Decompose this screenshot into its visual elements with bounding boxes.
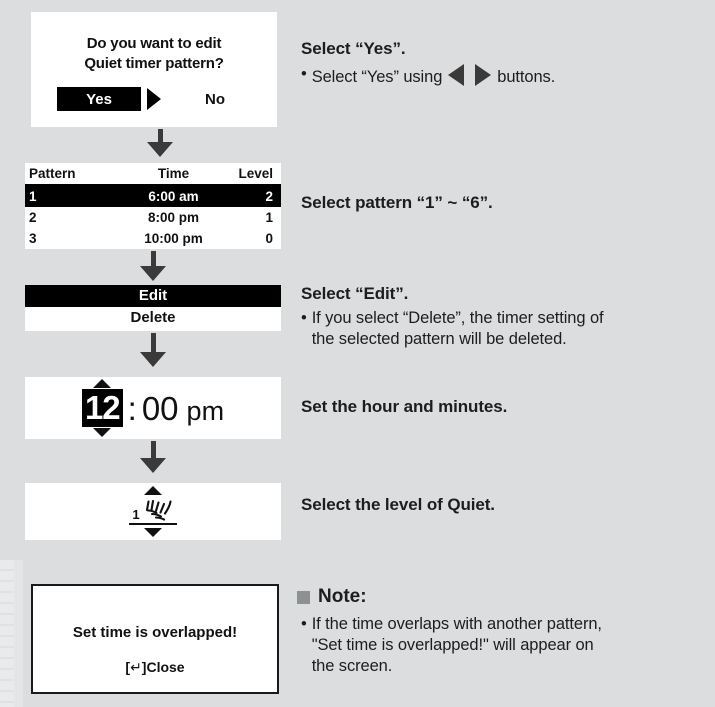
flow-arrow-2: [140, 251, 166, 281]
screen-edit-delete-menu: [25, 285, 281, 331]
table-row[interactable]: [25, 207, 281, 228]
cell-time: 6:00 am: [122, 185, 224, 207]
screen-quiet-level: [25, 483, 281, 540]
bullet-line-2: the selected pattern will be deleted.: [311, 330, 567, 348]
cell-pattern: 1: [25, 185, 122, 207]
close-bracket-open: [: [125, 659, 131, 675]
dialog-choice-row: [31, 87, 277, 111]
dialog-line-2: Quiet timer pattern?: [84, 55, 224, 72]
quiet-airflow-icon: [140, 496, 174, 522]
cell-level: 0: [265, 231, 273, 246]
instruction-note: [297, 586, 712, 677]
instruction-heading: Select pattern “1” ~ “6”.: [301, 193, 493, 212]
menu-item-edit[interactable]: Edit: [25, 285, 281, 307]
overlap-message: Set time is overlapped!: [72, 624, 238, 641]
triangle-left-icon: [448, 64, 464, 86]
quiet-level-value: 1: [132, 507, 140, 522]
note-heading: Note:: [318, 586, 367, 607]
bullet-text-after: buttons.: [497, 68, 556, 86]
bullet-marker: •: [301, 309, 307, 327]
triangle-right-icon: [147, 88, 161, 110]
clock-remainder: [125, 389, 225, 427]
bullet-marker: •: [301, 615, 307, 633]
close-label: Close: [146, 659, 185, 675]
close-button[interactable]: [33, 659, 277, 676]
quiet-level-display: [25, 483, 281, 540]
cell-pattern: 2: [29, 210, 37, 225]
instruction-heading: Select the level of Quiet.: [301, 495, 495, 514]
cell-pattern: 3: [29, 231, 37, 246]
instruction-step-5: [301, 494, 711, 516]
flow-arrow-1: [147, 129, 173, 157]
close-bracket-close: ]: [141, 659, 147, 675]
note-heading-row: [297, 586, 712, 608]
hour-stepper[interactable]: [82, 379, 123, 437]
bullet-text-before: Select “Yes” using: [311, 68, 443, 86]
flow-arrow-4: [140, 441, 166, 473]
ampm-value[interactable]: pm: [186, 395, 225, 426]
table-row[interactable]: [25, 185, 281, 207]
table-header-row: [25, 163, 281, 185]
quiet-level-stepper[interactable]: [129, 486, 177, 537]
instruction-step-4: [301, 396, 711, 418]
instruction-step-3: [301, 283, 711, 350]
bullet-line-1: If you select “Delete”, the timer setting of: [311, 309, 604, 327]
yes-button[interactable]: Yes: [57, 87, 141, 111]
minutes-value[interactable]: 00: [141, 389, 179, 427]
cell-time: 10:00 pm: [144, 231, 203, 246]
caret-up-icon[interactable]: [93, 379, 111, 388]
bullet-text: [312, 614, 712, 677]
square-bullet-icon: [297, 591, 310, 604]
column-header-pattern: Pattern: [25, 163, 122, 185]
instruction-bullet: [301, 614, 712, 677]
clock-colon: :: [127, 389, 137, 427]
dialog-line-1: Do you want to edit: [86, 35, 222, 52]
instruction-bullet: [301, 64, 711, 88]
no-button[interactable]: No: [205, 90, 225, 108]
cell-time: 8:00 pm: [147, 210, 199, 225]
instruction-bullet: [301, 308, 711, 350]
cell-level: 1: [265, 210, 273, 225]
bullet-line-1: If the time overlaps with another pattern,: [311, 615, 602, 633]
caret-down-icon[interactable]: [144, 528, 162, 537]
column-header-level: Level: [225, 163, 281, 185]
screen-pattern-table: [25, 163, 281, 249]
column-header-time: Time: [122, 163, 224, 185]
screen-clock-setter: [25, 377, 281, 439]
instruction-step-1: [301, 38, 711, 88]
screen-overlap-dialog: [31, 584, 279, 694]
bullet-text: [312, 308, 711, 350]
instruction-heading: Set the hour and minutes.: [301, 397, 508, 416]
return-arrow-icon: ↵: [130, 659, 142, 675]
hour-value: 12: [82, 389, 123, 427]
cell-level: 2: [225, 185, 281, 207]
flow-arrow-3: [140, 333, 166, 367]
table-row[interactable]: [25, 228, 281, 249]
quiet-icon-row: [132, 496, 173, 522]
caret-up-icon[interactable]: [144, 486, 162, 495]
bullet-line-3: the screen.: [311, 657, 393, 675]
caret-down-icon[interactable]: [93, 428, 111, 437]
instruction-heading: Select “Edit”.: [301, 284, 409, 303]
pattern-table: [25, 163, 281, 249]
quiet-divider: [129, 523, 177, 525]
bullet-marker: •: [301, 65, 307, 83]
clock-display: [25, 377, 281, 439]
triangle-right-icon: [475, 64, 491, 86]
screen-confirm-dialog: [31, 12, 277, 127]
instruction-heading: Select “Yes”.: [301, 39, 406, 58]
menu-item-delete[interactable]: Delete: [130, 309, 176, 326]
bullet-text: [312, 64, 711, 88]
bullet-line-2: "Set time is overlapped!" will appear on: [311, 636, 594, 654]
instruction-step-2: [301, 192, 711, 214]
